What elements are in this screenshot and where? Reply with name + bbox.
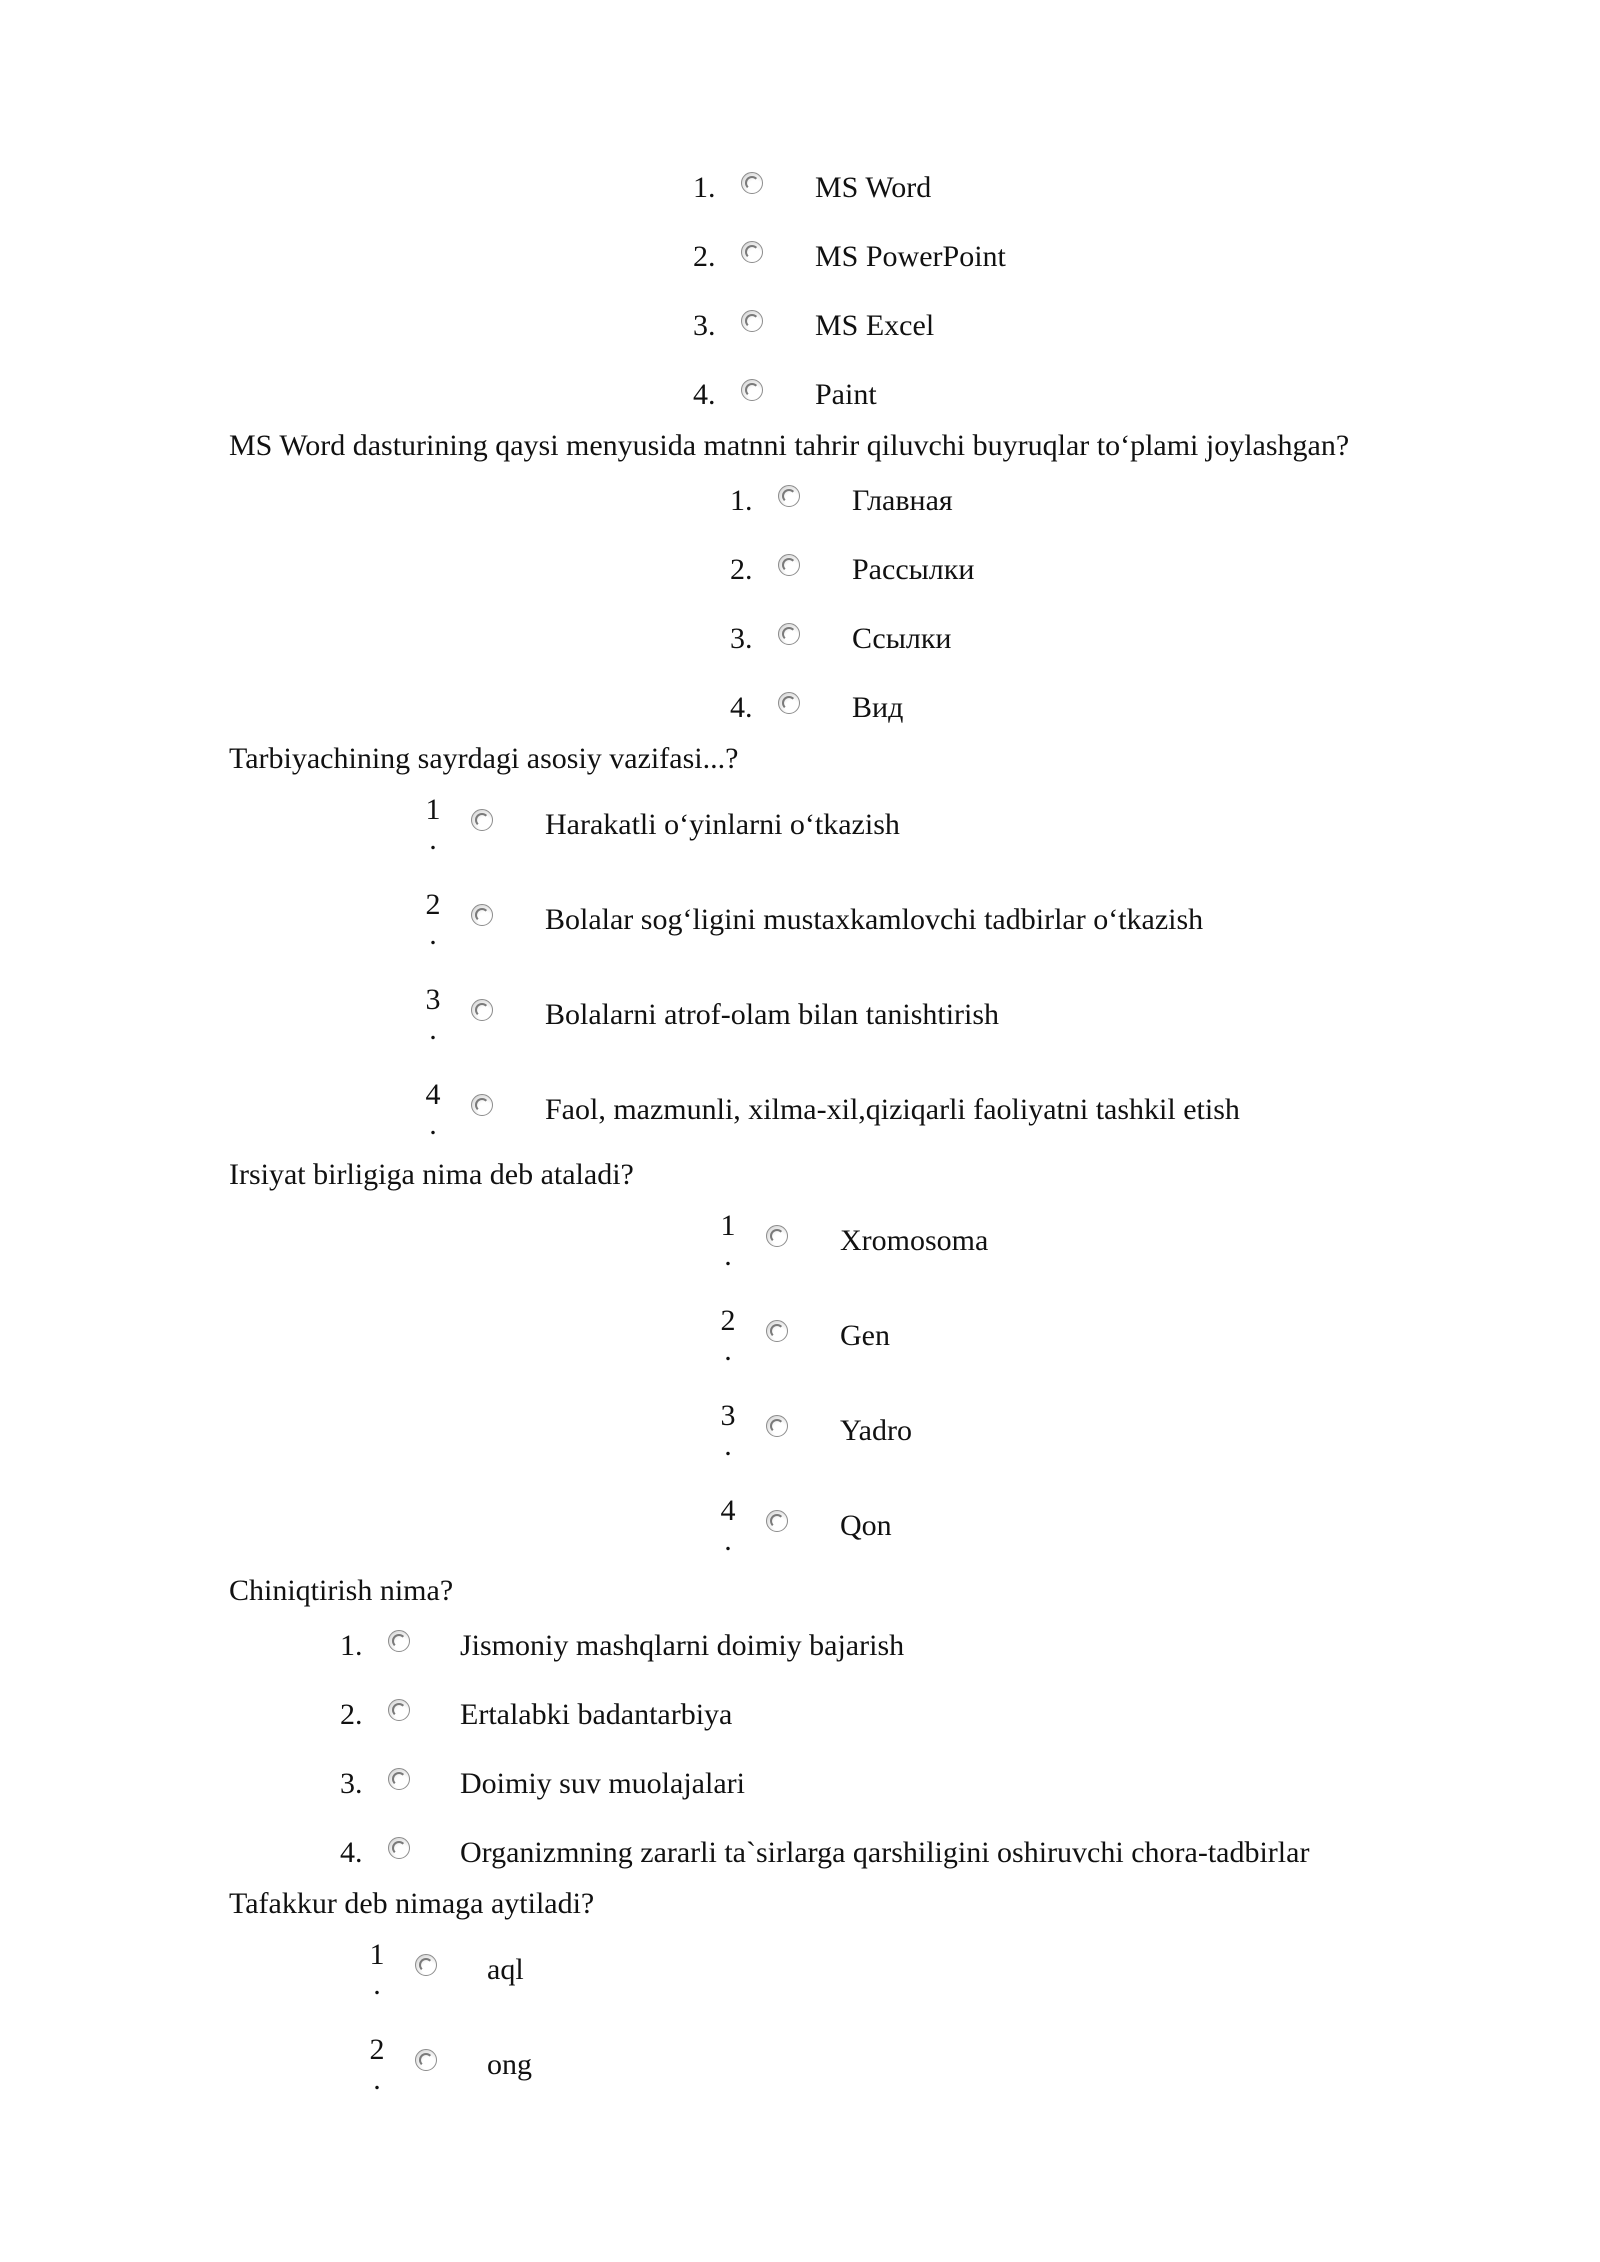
radio-button-icon[interactable] [388,1768,410,1790]
radio-button-icon[interactable] [778,554,800,576]
radio-button-icon[interactable] [388,1837,410,1859]
radio-button-icon[interactable] [471,904,493,926]
option-label: MS PowerPoint [815,240,1006,273]
radio-button-icon[interactable] [471,809,493,831]
option-number: 3. [693,309,716,342]
option-label: Qon [840,1509,892,1542]
option-number: 3. [340,1767,363,1800]
option-number: 2. [730,553,753,586]
option-label: Harakatli o‘yinlarni o‘tkazish [545,808,900,841]
radio-button-icon[interactable] [778,623,800,645]
question-text: Irsiyat birligiga nima deb ataladi? [229,1158,634,1191]
option-number: 2. [693,240,716,273]
radio-button-icon[interactable] [388,1699,410,1721]
option-number: 4. [730,691,753,724]
radio-button-icon[interactable] [741,172,763,194]
option-number: 1. [340,1629,363,1662]
radio-button-icon[interactable] [471,999,493,1021]
option-number: 1 . [369,1938,385,2001]
option-label: ong [487,2048,532,2081]
radio-button-icon[interactable] [766,1415,788,1437]
radio-button-icon[interactable] [388,1630,410,1652]
option-label: MS Excel [815,309,935,342]
option-label: Ertalabki badantarbiya [460,1698,733,1731]
radio-button-icon[interactable] [778,485,800,507]
option-label: Gen [840,1319,890,1352]
radio-button-icon[interactable] [778,692,800,714]
question-text: MS Word dasturining qaysi menyusida matnni tahrir qiluvchi buyruqlar to‘plami joylashgan? [229,429,1350,462]
option-number: 2 . [720,1304,736,1367]
option-number: 4. [693,378,716,411]
option-number: 1 . [425,793,441,856]
option-label: Doimiy suv muolajalari [460,1767,745,1800]
option-number: 1 . [720,1209,736,1272]
option-number: 2 . [425,888,441,951]
option-number: 4 . [425,1078,441,1141]
question-text: Tafakkur deb nimaga aytiladi? [229,1887,595,1920]
option-number: 2. [340,1698,363,1731]
option-number: 4 . [720,1494,736,1557]
option-number: 1. [730,484,753,517]
option-number: 3 . [720,1399,736,1462]
radio-button-icon[interactable] [741,379,763,401]
option-number: 2 . [369,2033,385,2096]
question-text: Tarbiyachining sayrdagi asosiy vazifasi...? [229,742,739,775]
radio-button-icon[interactable] [766,1225,788,1247]
option-label: Bolalar sog‘ligini mustaxkamlovchi tadbirlar o‘tkazish [545,903,1204,936]
option-label: Рассылки [852,553,975,586]
option-label: Jismoniy mashqlarni doimiy bajarish [460,1629,905,1662]
option-label: Вид [852,691,904,724]
option-label: Faol, mazmunli, xilma-xil,qiziqarli faoliyatni tashkil etish [545,1093,1240,1126]
option-label: MS Word [815,171,932,204]
radio-button-icon[interactable] [415,2049,437,2071]
option-label: Ссылки [852,622,952,655]
option-label: Paint [815,378,877,411]
option-number: 3 . [425,983,441,1046]
radio-button-icon[interactable] [415,1954,437,1976]
option-label: Organizmning zararli ta`sirlarga qarshiligini oshiruvchi chora-tadbirlar [460,1836,1310,1869]
radio-button-icon[interactable] [766,1320,788,1342]
option-number: 1. [693,171,716,204]
option-label: aql [487,1953,524,1986]
radio-button-icon[interactable] [471,1094,493,1116]
option-label: Xromosoma [840,1224,989,1257]
option-number: 4. [340,1836,363,1869]
radio-button-icon[interactable] [741,310,763,332]
option-label: Yadro [840,1414,912,1447]
option-label: Bolalarni atrof-olam bilan tanishtirish [545,998,1000,1031]
radio-button-icon[interactable] [766,1510,788,1532]
radio-button-icon[interactable] [741,241,763,263]
option-number: 3. [730,622,753,655]
question-text: Chiniqtirish nima? [229,1574,454,1607]
option-label: Главная [852,484,953,517]
